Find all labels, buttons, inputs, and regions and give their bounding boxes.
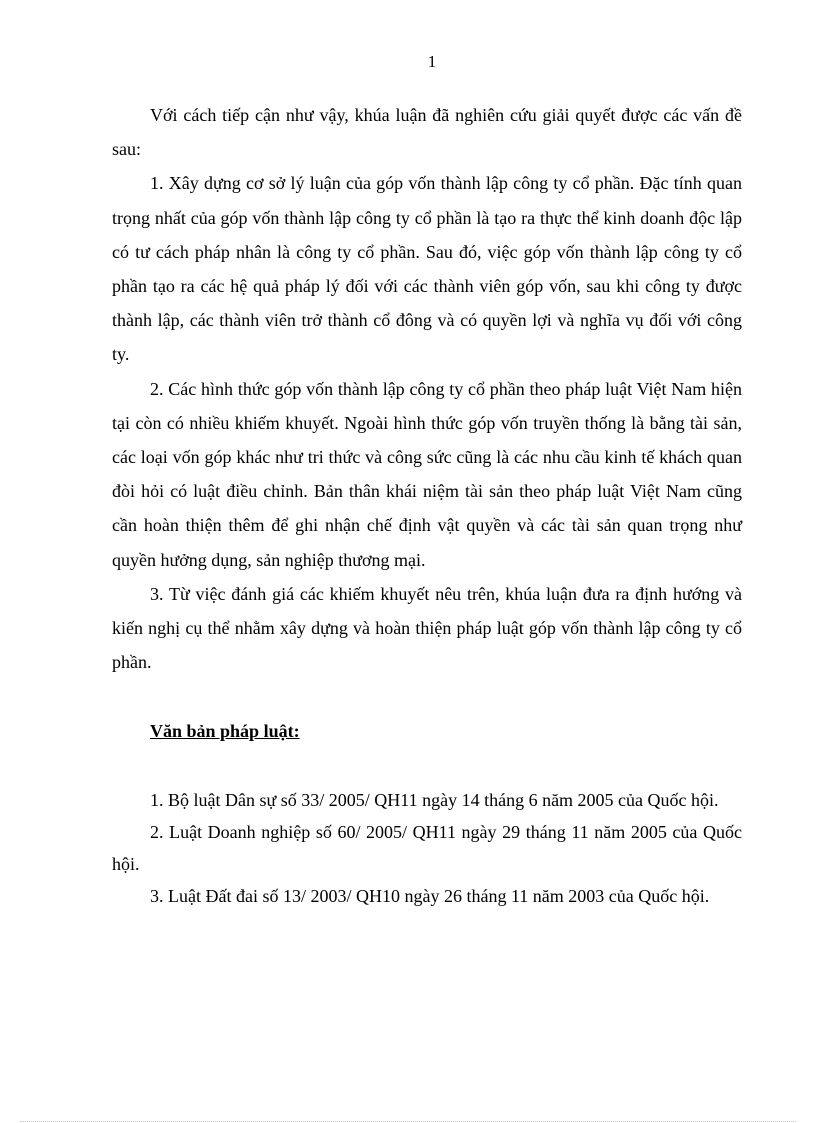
body-paragraph-3: 3. Từ việc đánh giá các khiếm khuyết nêu trên, khúa luận đưa ra định hướng và kiến nghị cụ thể nhằm xây dựng và hoàn thiện pháp luật góp vốn thành lập công ty cổ phần.: [112, 583, 742, 673]
page-number: 1: [427, 52, 437, 71]
legal-docs-item-1: 1. Bộ luật Dân sự số 33/ 2005/ QH11 ngày 14 tháng 6 năm 2005 của Quốc hội.: [150, 790, 719, 810]
body-paragraph-2: 2. Các hình thức góp vốn thành lập công ty cổ phần theo pháp luật Việt Nam hiện tại còn có nhiều khiếm khuyết. Ngoài hình thức góp vốn truyền thống là bằng tài sản, các loại vốn góp khác như tri thức và công sức cũng là các nhu cầu kinh tế khách quan đòi hỏi có luật điều chỉnh. Bản thân khái niệm tài sản theo pháp luật Việt Nam cũng cần hoàn thiện thêm để ghi nhận chế định vật quyền và các tài sản quan trọng như quyền hưởng dụng, sản nghiệp thương mại.: [112, 378, 742, 570]
legal-docs-list: [112, 784, 742, 912]
legal-docs-item-2: 2. Luật Doanh nghiệp số 60/ 2005/ QH11 ngày 29 tháng 11 năm 2005 của Quốc hội.: [112, 822, 742, 874]
page-bottom-rule: [20, 1121, 796, 1122]
body-text: [112, 98, 742, 679]
legal-docs-item-3: 3. Luật Đất đai số 13/ 2003/ QH10 ngày 26 tháng 11 năm 2003 của Quốc hội.: [150, 886, 710, 906]
section-heading-legal-docs: Văn bản pháp luật:: [150, 721, 300, 741]
body-paragraph-intro: Với cách tiếp cận như vậy, khúa luận đã nghiên cứu giải quyết được các vấn đề sau:: [112, 105, 742, 160]
body-paragraph-1: 1. Xây dựng cơ sở lý luận của góp vốn thành lập công ty cổ phần. Đặc tính quan trọng nhất của góp vốn thành lập công ty cổ phần là tạo ra thực thể kinh doanh độc lập có tư cách pháp nhân là công ty cổ phần. Sau đó, việc góp vốn thành lập công ty cổ phần tạo ra các hệ quả pháp lý đối với các thành viên góp vốn, sau khi công ty được thành lập, các thành viên trở thành cổ đông và có quyền lợi và nghĩa vụ đối với công ty.: [112, 173, 742, 365]
